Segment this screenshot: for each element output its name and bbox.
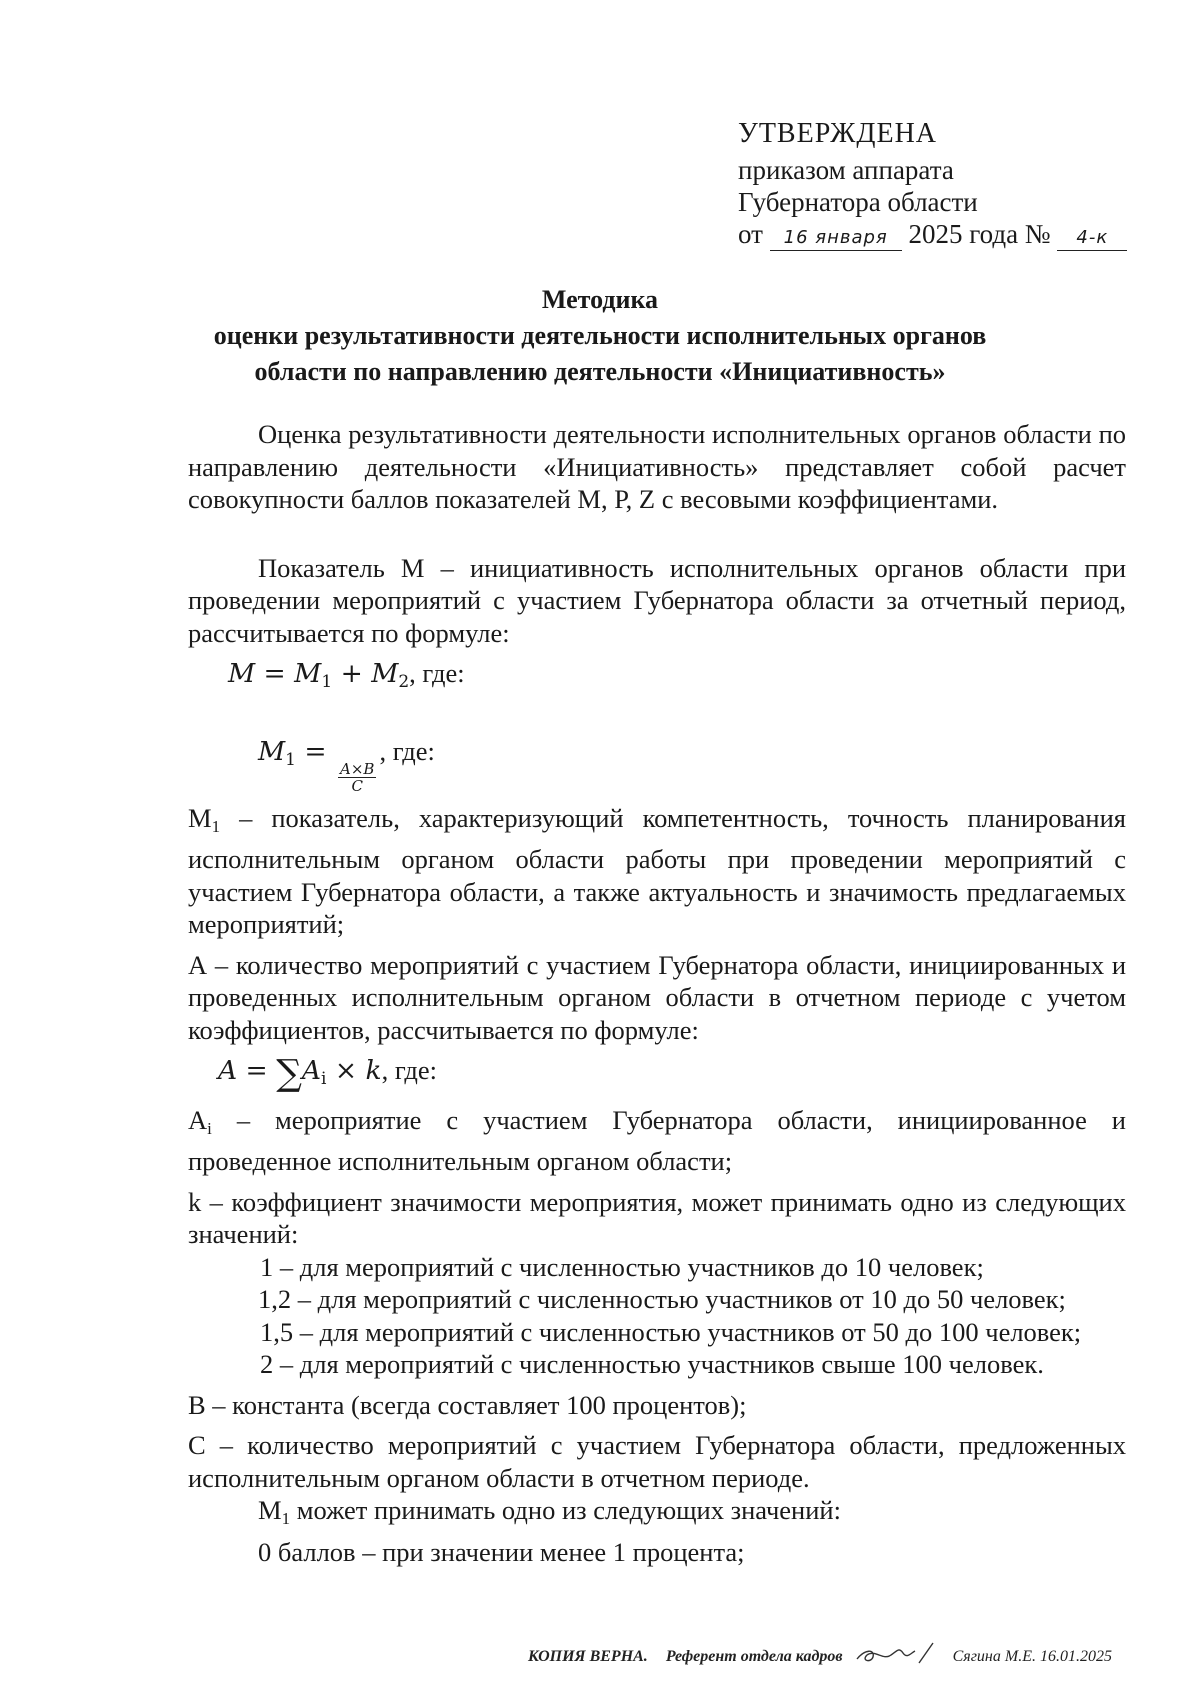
m1-symbol: М (188, 802, 212, 833)
formula-m (188, 657, 1126, 699)
a-definition: А – количество мероприятий с участием Губернатора области, инициированных и проведенных исполнительным органом области в отчетном периоде с учетом коэффициентов, рассчитывается по формуле: (188, 949, 1126, 1045)
approval-year-text: 2025 года № (908, 219, 1051, 249)
indicator-m-paragraph: Показатель М – инициативность исполнительных органов области при проведении мероприятий с участием Губернатора области за отчетный период, рассчитывается по формуле: (188, 552, 1126, 648)
formula-a-term: A (301, 1055, 322, 1086)
formula-m1-tail: , где: (379, 735, 435, 766)
approval-date-field (770, 222, 902, 251)
k-value-1: 1 – для мероприятий с численностью участников до 10 человек; (260, 1251, 984, 1282)
formula-m-lhs: M = M (228, 658, 322, 689)
approval-block (738, 118, 1127, 251)
heading-subtitle-line2: области по направлению деятельности «Инициативность» (254, 357, 946, 386)
m1-definition (188, 802, 1126, 941)
approval-order-line: приказом аппарата (738, 155, 954, 185)
intro-paragraph: Оценка результативности деятельности исполнительных органов области по направлению деятельности «Инициативность» представляет собой расчет совокупности баллов показателей М, Р, Z с весовыми коэффициентами. (188, 419, 1126, 514)
formula-m1-sub: 1 (285, 749, 296, 770)
approval-issuer-line: Губернатора области (738, 187, 978, 217)
fraction-denominator: C (351, 776, 363, 795)
b-definition: В – константа (всегда составляет 100 процентов); (188, 1389, 747, 1420)
formula-m1-lhs: M (258, 735, 286, 767)
heading-title: Методика (541, 285, 659, 314)
certified-copy-label: КОПИЯ ВЕРНА. (528, 1648, 648, 1665)
formula-a-tail: , где: (381, 1055, 438, 1085)
certifier-role: Референт отдела кадров (665, 1648, 843, 1665)
c-definition: С – количество мероприятий с участием Губернатора области, предложенных исполнительным органом области в отчетном периоде. (188, 1430, 1126, 1493)
m1-values-symbol: М (258, 1495, 282, 1525)
formula-m1-eq: = (295, 735, 336, 767)
document-body (188, 418, 1126, 1568)
m1-values-intro-text: может принимать одно из следующих значений: (290, 1495, 841, 1525)
m1-value-zero: 0 баллов – при значении менее 1 процента; (258, 1536, 745, 1567)
formula-m1 (188, 735, 1126, 794)
approval-number-handwritten: 4-к (1076, 227, 1109, 248)
k-value-1-5: 1,5 – для мероприятий с численностью участников от 50 до 100 человек; (260, 1316, 1082, 1347)
formula-m-mid: + M (332, 658, 399, 689)
document-heading (150, 282, 1050, 390)
ai-definition-text: – мероприятие с участием Губернатора области, инициированное и проведенное исполнительным органом области; (188, 1104, 1126, 1176)
ai-definition (188, 1104, 1126, 1178)
handwritten-signature-icon (853, 1641, 943, 1667)
heading-subtitle-line1: оценки результативности деятельности исполнительных органов (213, 321, 987, 350)
m1-values-intro (188, 1494, 1126, 1536)
approval-from-prefix: от (738, 219, 763, 249)
certification-stamp (528, 1641, 1112, 1667)
fraction-numerator: A×B (340, 759, 375, 778)
formula-a-lhs: A = (218, 1055, 277, 1086)
formula-a (188, 1054, 1126, 1096)
approval-title: УТВЕРЖДЕНА (738, 118, 938, 149)
certifier-name-date: Сягина М.Е. 16.01.2025 (952, 1648, 1112, 1665)
k-value-1-2: 1,2 – для мероприятий с численностью участников от 10 до 50 человек; (258, 1284, 1066, 1314)
formula-m-sub1: 1 (321, 672, 333, 692)
formula-m-sub2: 2 (398, 672, 410, 692)
formula-m1-fraction (338, 761, 376, 794)
ai-symbol-sub: i (207, 1118, 212, 1138)
k-definition: k – коэффициент значимости мероприятия, может принимать одно из следующих значений: (188, 1186, 1126, 1249)
approval-date-line (738, 218, 1127, 251)
formula-a-sub: i (321, 1069, 327, 1089)
formula-a-times: × k (326, 1055, 382, 1086)
m1-definition-text: – показатель, характеризующий компетентность, точность планирования исполнительным органом области работы при проведении мероприятий с участием Губернатора области, а также актуальность и значимость предлагаемых мероприятий; (188, 802, 1126, 939)
m1-values-symbol-sub: 1 (281, 1509, 291, 1528)
approval-number-field (1057, 222, 1127, 251)
m1-symbol-sub: 1 (211, 816, 221, 836)
formula-m-tail: , где: (409, 658, 465, 688)
approval-date-handwritten: 16 января (783, 227, 888, 248)
sum-symbol: ∑ (276, 1053, 302, 1094)
k-value-2: 2 – для мероприятий с численностью участников свыше 100 человек. (260, 1349, 1044, 1379)
ai-symbol: А (188, 1104, 208, 1135)
